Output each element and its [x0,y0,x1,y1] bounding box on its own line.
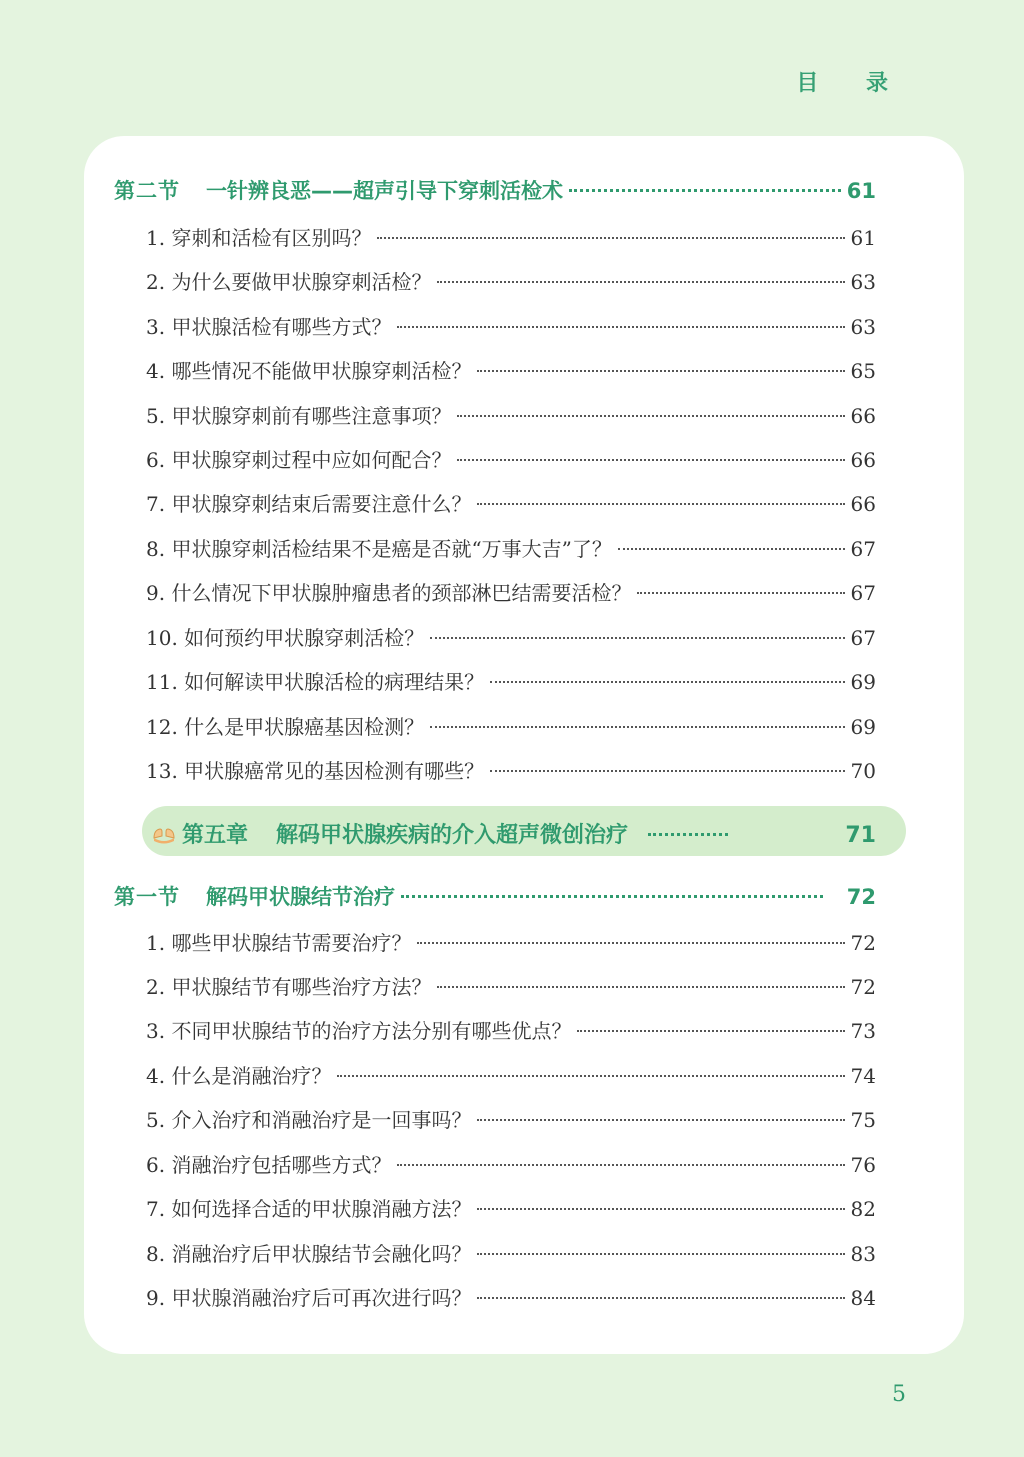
toc-question-entry[interactable] [146,711,876,740]
dot-leader [490,769,844,772]
dot-leader [397,1163,844,1166]
section-page: 61 [846,179,876,203]
dot-leader [477,1252,844,1255]
dot-leader [457,414,844,417]
question-text: 3. 不同甲状腺结节的治疗方法分别有哪些优点？ [146,1019,572,1043]
question-page: 75 [850,1108,876,1132]
question-page: 67 [850,581,876,605]
question-text: 1. 穿刺和活检有区别吗？ [146,226,372,250]
section-number: 第二节 [114,179,180,203]
hands-icon [152,826,176,844]
question-text: 7. 甲状腺穿刺结束后需要注意什么？ [146,492,472,516]
toc-question-entry[interactable] [146,222,876,251]
question-page: 82 [850,1197,876,1221]
question-text: 9. 甲状腺消融治疗后可再次进行吗？ [146,1286,472,1310]
question-text: 4. 哪些情况不能做甲状腺穿刺活检？ [146,359,472,383]
section-page: 72 [846,885,876,909]
question-text: 4. 什么是消融治疗？ [146,1064,332,1088]
question-text: 10. 如何预约甲状腺穿刺活检？ [146,626,425,650]
toc-question-entry[interactable] [146,1060,876,1089]
dot-leader [437,985,844,988]
toc-section-entry[interactable] [114,881,876,911]
chapter-title: 解码甲状腺疾病的介入超声微创治疗 [276,823,629,848]
question-page: 72 [850,975,876,999]
question-text: 8. 甲状腺穿刺活检结果不是癌是否就“万事大吉”了？ [146,537,612,561]
dot-leader [457,458,844,461]
question-page: 63 [850,315,876,339]
question-page: 76 [850,1153,876,1177]
toc-question-entry[interactable] [146,622,876,651]
toc-question-entry[interactable] [146,488,876,517]
toc-question-entry[interactable] [146,971,876,1000]
question-text: 8. 消融治疗后甲状腺结节会融化吗？ [146,1242,472,1266]
dot-leader [397,325,844,328]
question-page: 66 [850,448,876,472]
toc-question-entry[interactable] [146,400,876,429]
dot-leader [430,636,844,639]
dot-leader [477,369,844,372]
question-text: 2. 为什么要做甲状腺穿刺活检？ [146,270,432,294]
toc-question-entry[interactable] [146,444,876,473]
question-page: 66 [850,404,876,428]
question-page: 73 [850,1019,876,1043]
question-page: 74 [850,1064,876,1088]
page-number: 5 [892,1382,906,1407]
toc-question-entry[interactable] [146,533,876,562]
page-header-title: 目 录 [796,71,908,96]
toc-question-entry[interactable] [146,1104,876,1133]
toc-question-entry[interactable] [146,311,876,340]
dot-leader [401,894,823,898]
dot-leader [577,1029,844,1032]
question-page: 83 [850,1242,876,1266]
question-text: 7. 如何选择合适的甲状腺消融方法？ [146,1197,472,1221]
dot-leader [337,1074,844,1077]
toc-section-entry[interactable] [114,175,876,205]
toc-question-entry[interactable] [146,266,876,295]
toc-question-entry[interactable] [146,927,876,956]
question-text: 9. 什么情况下甲状腺肿瘤患者的颈部淋巴结需要活检？ [146,581,632,605]
dot-leader [430,725,844,728]
chapter-page: 71 [845,823,876,848]
question-page: 70 [850,759,876,783]
dot-leader [648,832,728,836]
dot-leader [477,1118,844,1121]
toc-chapter-entry[interactable] [152,818,876,849]
question-text: 13. 甲状腺癌常见的基因检测有哪些？ [146,759,485,783]
question-page: 72 [850,931,876,955]
question-text: 5. 介入治疗和消融治疗是一回事吗？ [146,1108,472,1132]
dot-leader [437,280,844,283]
dot-leader [618,547,845,550]
toc-question-entry[interactable] [146,1015,876,1044]
question-text: 12. 什么是甲状腺癌基因检测？ [146,715,425,739]
section-title: 解码甲状腺结节治疗 [206,885,395,909]
question-page: 65 [850,359,876,383]
question-page: 69 [850,715,876,739]
toc-question-entry[interactable] [146,1282,876,1311]
question-text: 6. 甲状腺穿刺过程中应如何配合？ [146,448,452,472]
toc-question-entry[interactable] [146,355,876,384]
question-page: 61 [850,226,876,250]
question-page: 67 [850,626,876,650]
section-number: 第一节 [114,885,180,909]
section-title: 一针辨良恶——超声引导下穿刺活检术 [206,179,563,203]
question-text: 3. 甲状腺活检有哪些方式？ [146,315,392,339]
question-page: 69 [850,670,876,694]
question-text: 2. 甲状腺结节有哪些治疗方法？ [146,975,432,999]
dot-leader [477,1296,844,1299]
dot-leader [490,680,844,683]
dot-leader [637,591,844,594]
chapter-number: 第五章 [182,823,249,848]
question-text: 5. 甲状腺穿刺前有哪些注意事项？ [146,404,452,428]
toc-question-entry[interactable] [146,1238,876,1267]
question-text: 11. 如何解读甲状腺活检的病理结果？ [146,670,485,694]
question-page: 66 [850,492,876,516]
question-page: 67 [850,537,876,561]
dot-leader [569,188,841,192]
dot-leader [377,236,844,239]
toc-question-entry[interactable] [146,577,876,606]
dot-leader [477,1207,844,1210]
dot-leader [477,502,844,505]
question-text: 1. 哪些甲状腺结节需要治疗？ [146,931,412,955]
question-page: 84 [850,1286,876,1310]
question-page: 63 [850,270,876,294]
dot-leader [417,941,844,944]
toc-question-entry[interactable] [146,666,876,695]
toc-question-entry[interactable] [146,1149,876,1178]
toc-question-entry[interactable] [146,755,876,784]
question-text: 6. 消融治疗包括哪些方式？ [146,1153,392,1177]
toc-question-entry[interactable] [146,1193,876,1222]
